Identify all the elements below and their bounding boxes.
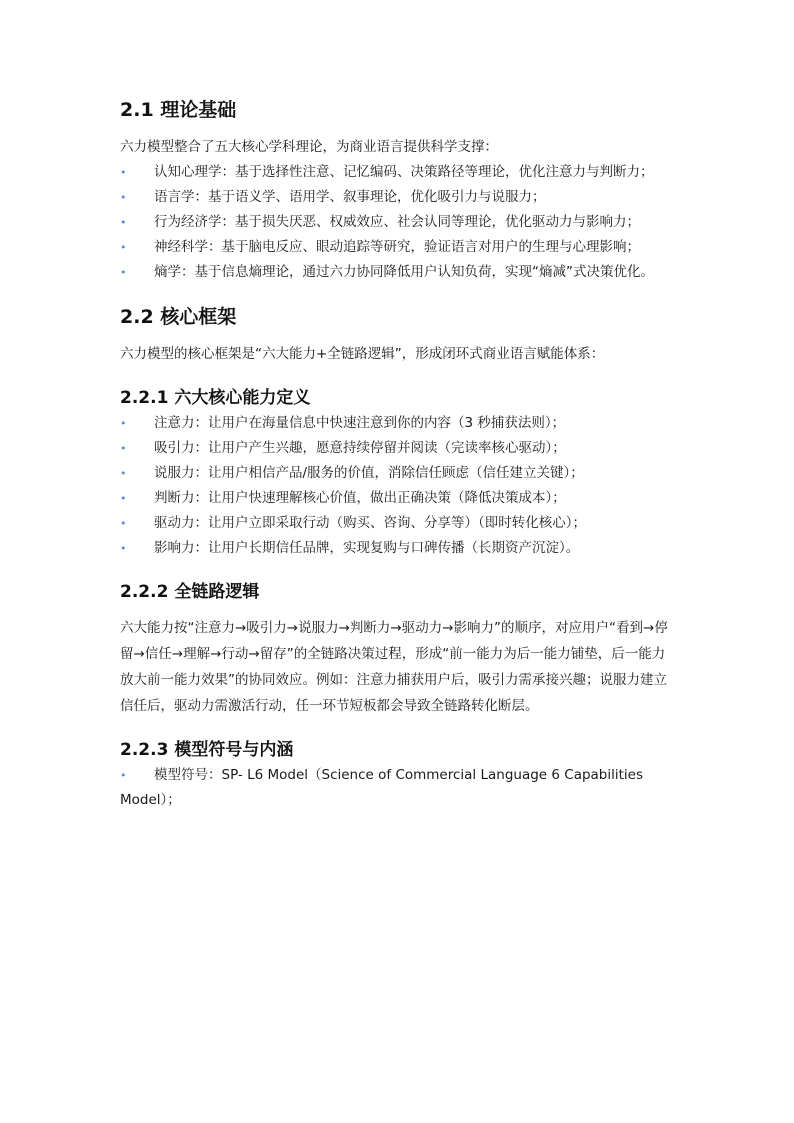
list-item: • 熵学：基于信息熵理论，通过六力协同降低用户认知负荷，实现“熵减”式决策优化。 — [120, 260, 674, 285]
bullet-icon: • — [120, 166, 127, 179]
bullet-icon: • — [120, 517, 127, 530]
section-2-2-3-list — [120, 763, 674, 813]
list-item: • 神经科学：基于脑电反应、眼动追踪等研究，验证语言对用户的生理与心理影响； — [120, 235, 674, 260]
list-item: • 认知心理学：基于选择性注意、记忆编码、决策路径等理论，优化注意力与判断力； — [120, 160, 674, 185]
list-item: • 判断力：让用户快速理解核心价值，做出正确决策（降低决策成本）； — [120, 486, 674, 511]
section-heading-2-1: 2.1 理论基础 — [120, 99, 237, 121]
list-item: • 语言学：基于语义学、语用学、叙事理论，优化吸引力与说服力； — [120, 185, 674, 210]
section-2-2-1-list — [120, 411, 674, 561]
section-heading-2-2-3: 2.2.3 模型符号与内涵 — [120, 740, 294, 760]
list-item: • 说服力：让用户相信产品/服务的价值，消除信任顾虑（信任建立关键）； — [120, 461, 674, 486]
bullet-icon: • — [120, 191, 127, 204]
bullet-icon: • — [120, 417, 127, 430]
section-2-2-2-body: 六大能力按“注意力→吸引力→说服力→判断力→驱动力→影响力”的顺序，对应用户“看到→停留→信任→理解→行动→留存”的全链路决策过程，形成“前一能力为后一能力铺垫，后一能力放大前一能力效果”的协同效应。例如：注意力捕获用户后，吸引力需承接兴趣；说服力建立信任后，驱动力需激活行动，任一环节短板都会导致全链路转化断层。 — [120, 620, 668, 714]
section-2-2-intro: 六力模型的核心框架是“六大能力+全链路逻辑”，形成闭环式商业语言赋能体系： — [120, 346, 605, 362]
bullet-icon: • — [120, 266, 127, 279]
list-item: • 驱动力：让用户立即采取行动（购买、咨询、分享等）（即时转化核心）； — [120, 511, 674, 536]
bullet-icon: • — [120, 216, 127, 229]
section-2-1-list — [120, 160, 674, 285]
list-item: • 注意力：让用户在海量信息中快速注意到你的内容（3 秒捕获法则）； — [120, 411, 674, 436]
list-item: • 行为经济学：基于损失厌恶、权威效应、社会认同等理论，优化驱动力与影响力； — [120, 210, 674, 235]
bullet-icon: • — [120, 467, 127, 480]
list-item: • 吸引力：让用户产生兴趣，愿意持续停留并阅读（完读率核心驱动）； — [120, 436, 674, 461]
section-2-1-intro: 六力模型整合了五大核心学科理论，为商业语言提供科学支撑： — [120, 139, 498, 155]
section-heading-2-2-1: 2.2.1 六大核心能力定义 — [120, 388, 311, 408]
bullet-icon: • — [120, 492, 127, 505]
bullet-icon: • — [120, 542, 127, 555]
section-heading-2-2-2: 2.2.2 全链路逻辑 — [120, 582, 260, 602]
section-heading-2-2: 2.2 核心框架 — [120, 306, 237, 328]
list-item: • 影响力：让用户长期信任品牌，实现复购与口碑传播（长期资产沉淀）。 — [120, 536, 674, 561]
bullet-icon: • — [120, 769, 127, 782]
bullet-icon: • — [120, 241, 127, 254]
list-item: • 模型符号：SP- L6 Model（Science of Commercial Language 6 Capabilities Model）； — [120, 763, 674, 813]
bullet-icon: • — [120, 442, 127, 455]
